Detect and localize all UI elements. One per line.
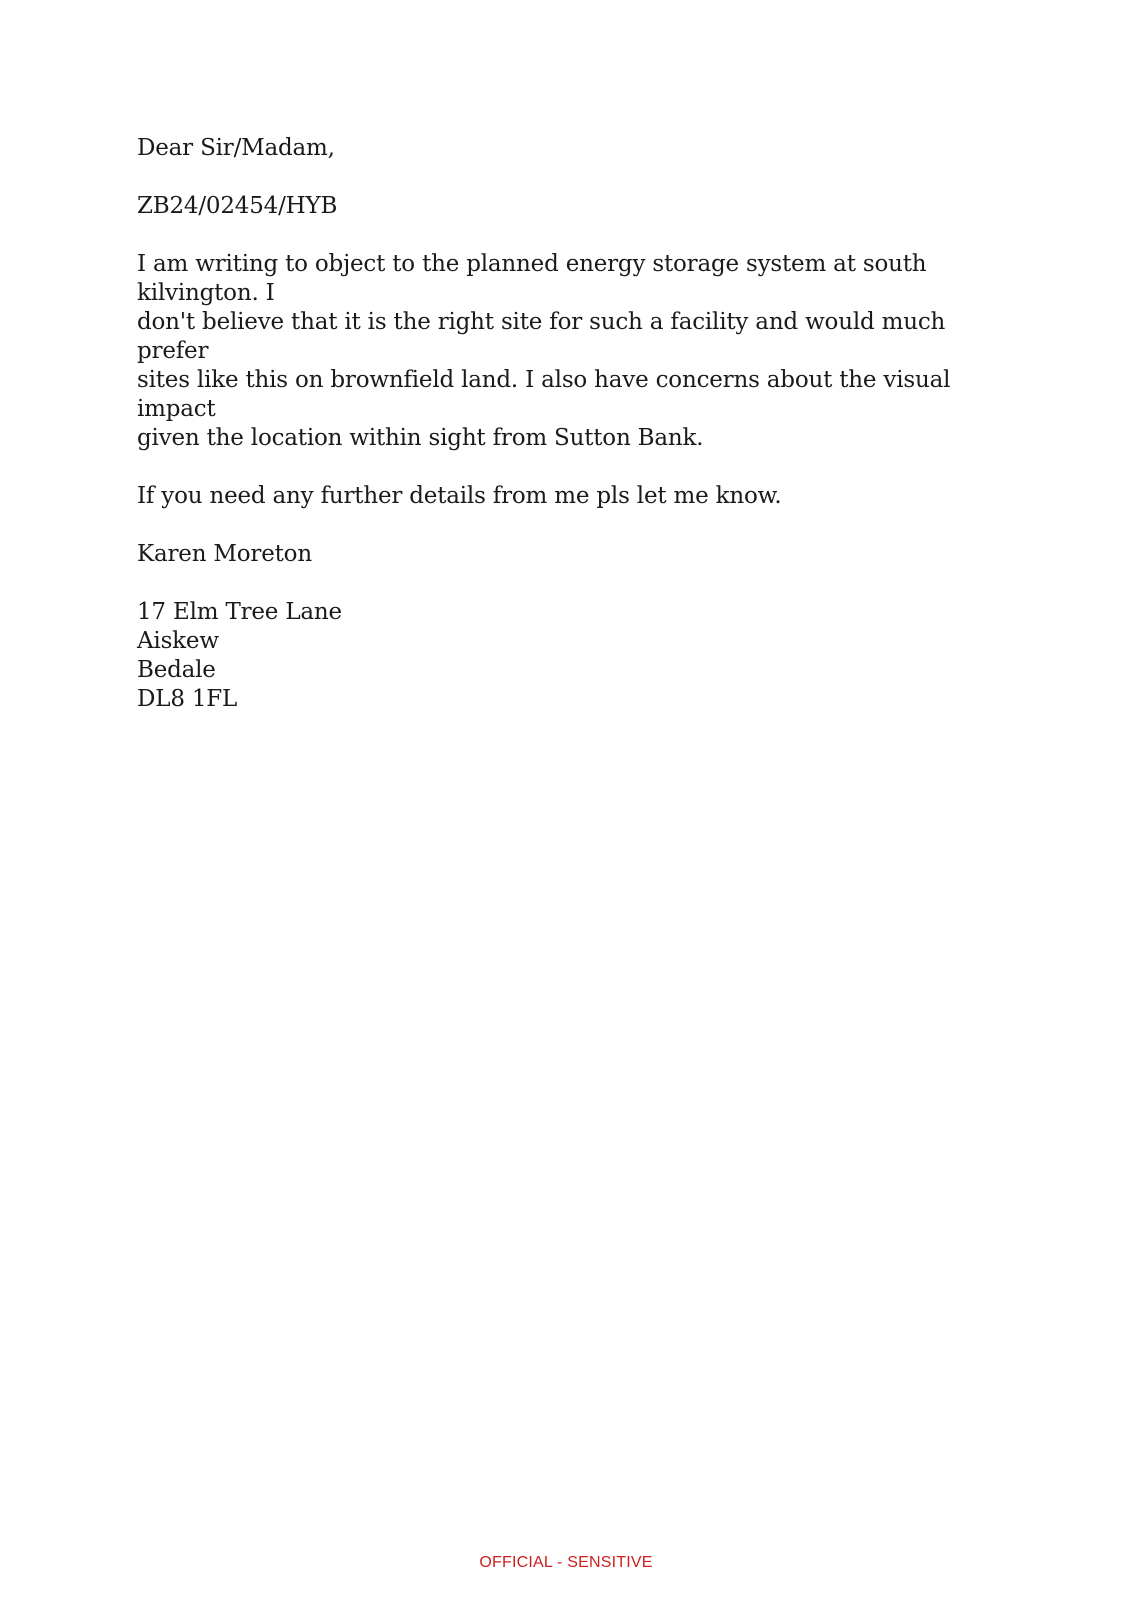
- reference-number: ZB24/02454/HYB: [137, 193, 338, 219]
- security-classification-footer: OFFICIAL - SENSITIVE: [479, 1554, 653, 1571]
- signature-name: Karen Moreton: [137, 541, 312, 567]
- salutation: Dear Sir/Madam,: [137, 135, 335, 161]
- objection-line-3: sites like this on brownfield land. I also have concerns about the visual impact: [137, 367, 951, 422]
- letter-body: [137, 134, 997, 743]
- address-line-4: DL8 1FL: [137, 686, 238, 712]
- objection-line-1: I am writing to object to the planned energy storage system at south kilvington. I: [137, 251, 927, 306]
- address-line-1: 17 Elm Tree Lane: [137, 599, 342, 625]
- address-line-3: Bedale: [137, 657, 216, 683]
- objection-line-4: given the location within sight from Sutton Bank.: [137, 425, 704, 451]
- objection-line-2: don't believe that it is the right site for such a facility and would much prefer: [137, 309, 946, 364]
- sender-address: [137, 598, 997, 714]
- objection-paragraph: [137, 250, 997, 453]
- closing-paragraph: If you need any further details from me pls let me know.: [137, 483, 782, 509]
- address-line-2: Aiskew: [137, 628, 219, 654]
